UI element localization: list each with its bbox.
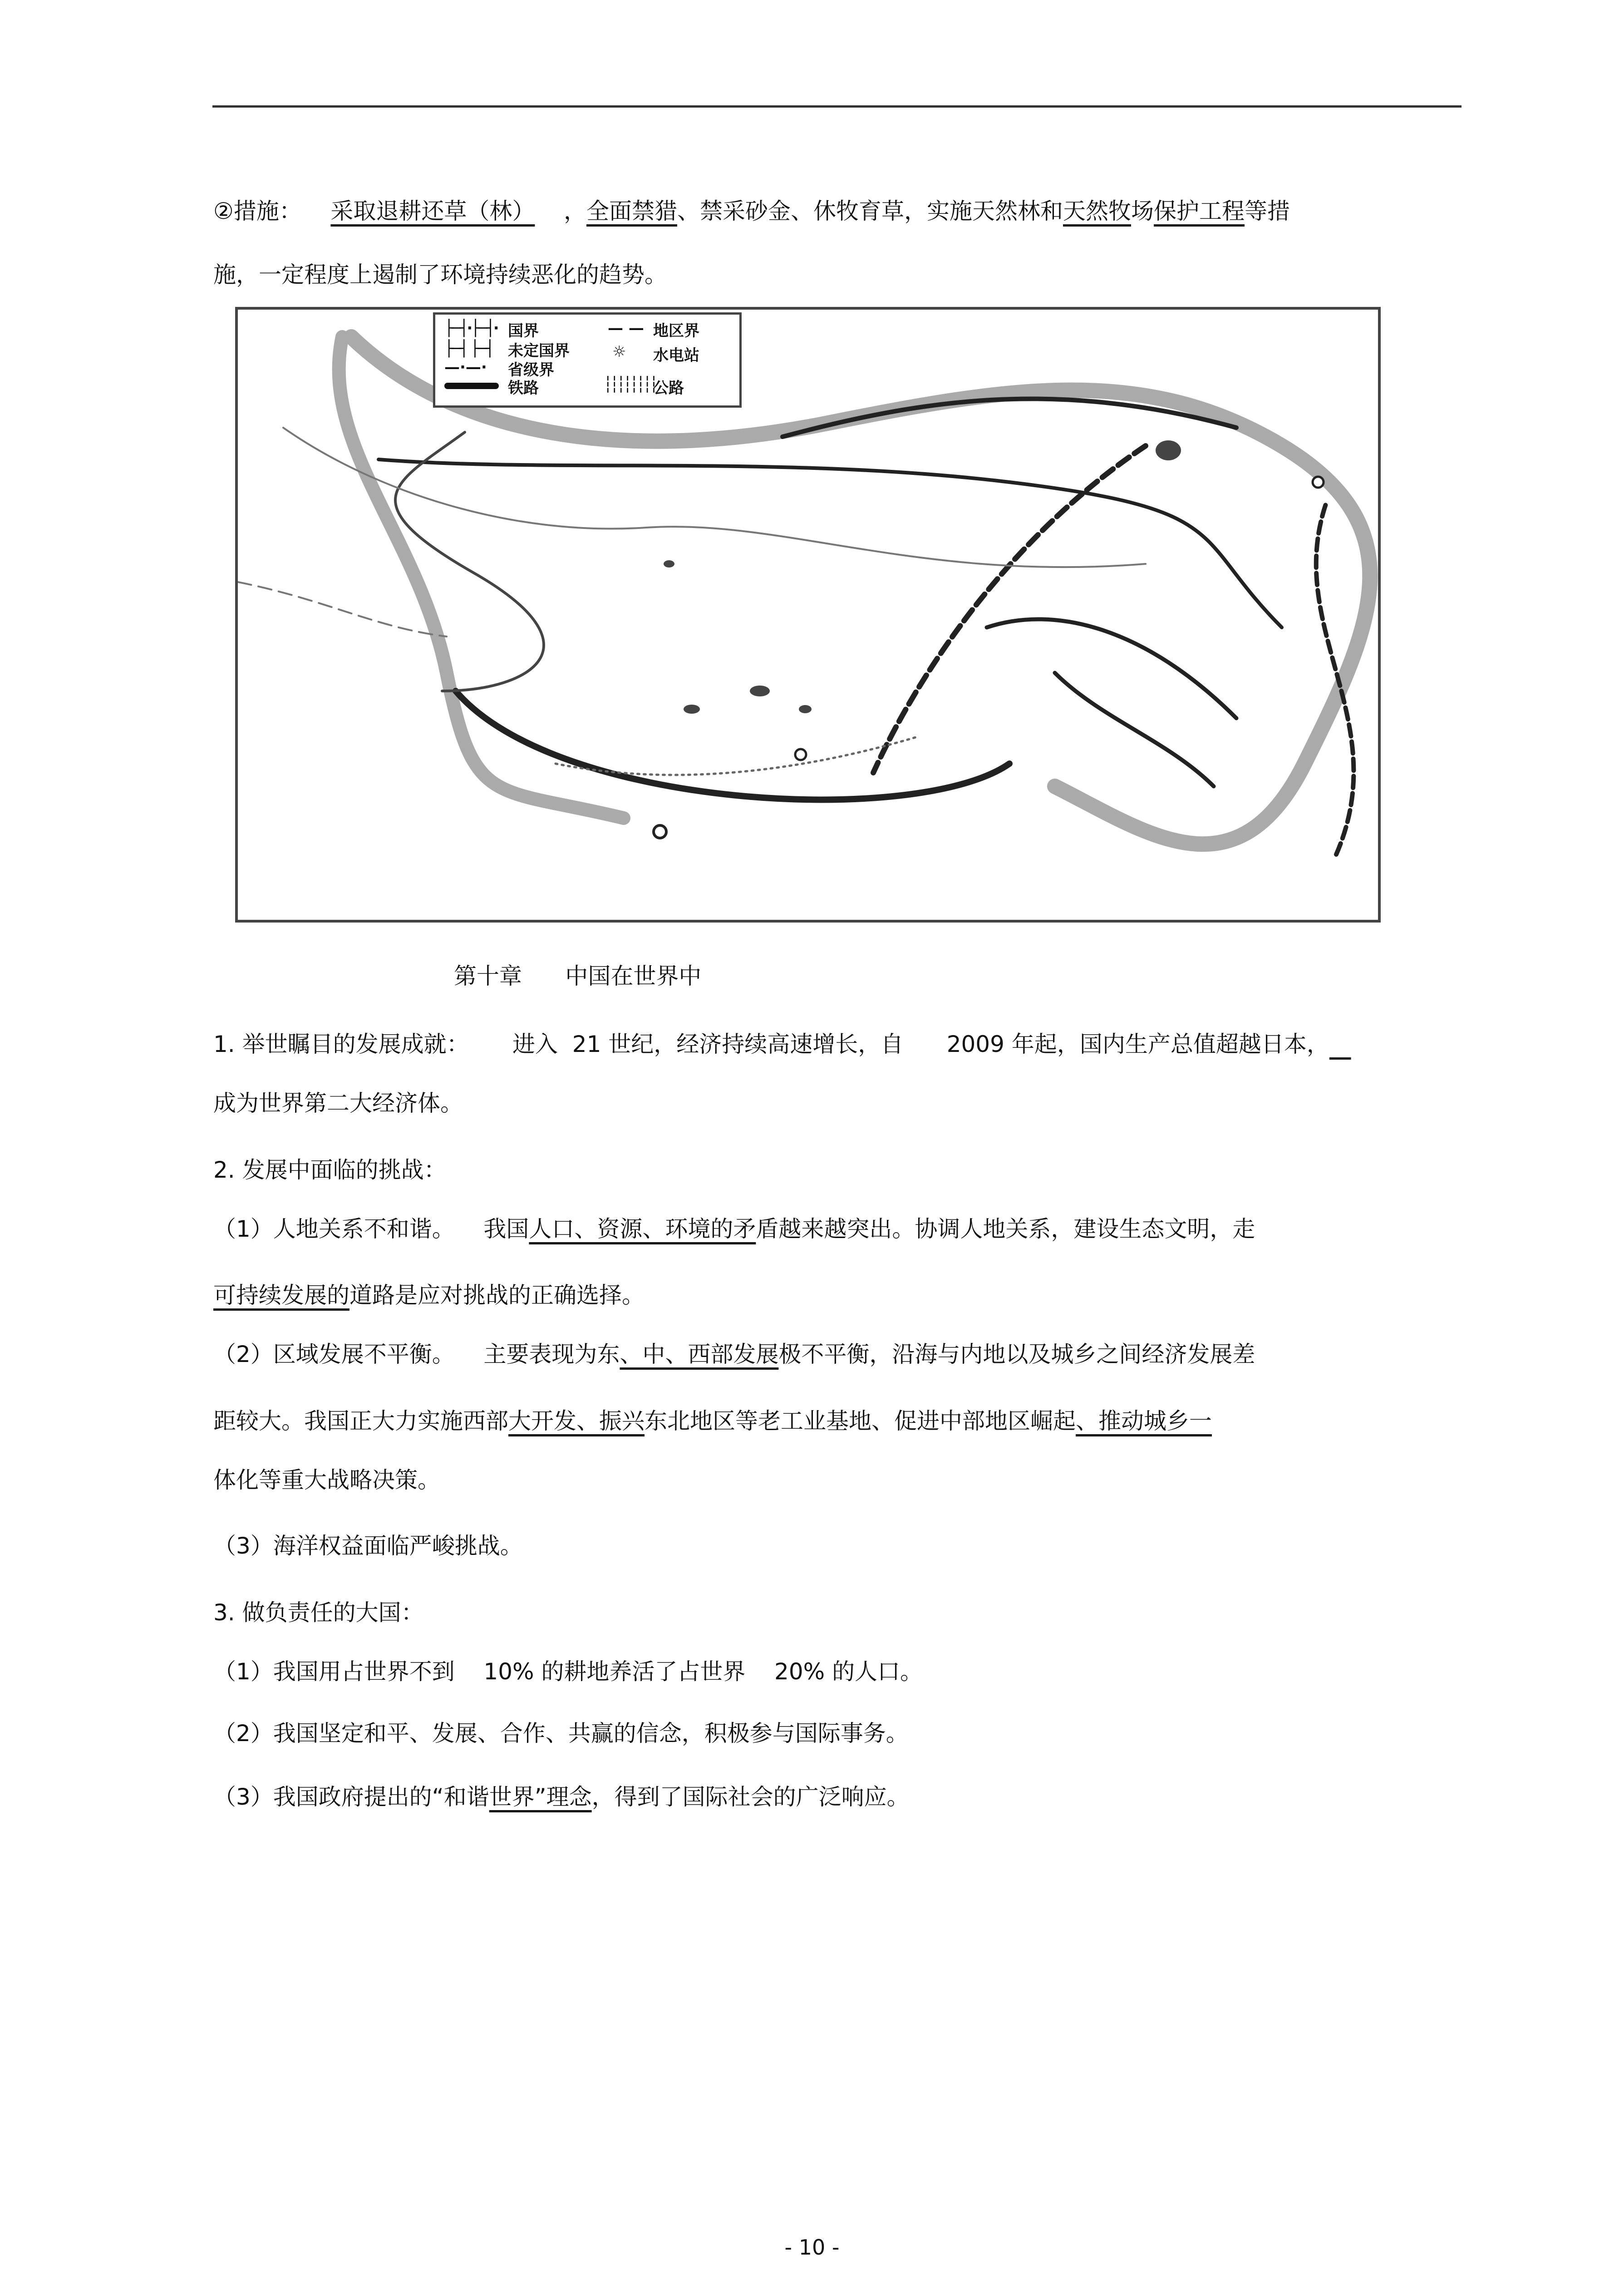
- text: 极不平衡，沿海与内地以及城乡之间经济发展差: [778, 1341, 1255, 1367]
- plateau-outline: [395, 432, 544, 691]
- text: （1）人地关系不和谐。: [213, 1216, 455, 1242]
- river: [283, 428, 1146, 567]
- railway-symbol: [444, 383, 499, 389]
- legend-label: 铁路: [508, 379, 539, 397]
- section-3-title: 3. 做负责任的大国：: [213, 1599, 424, 1626]
- measures-line-1: [213, 197, 1290, 225]
- undetermined-border-symbol: ├─┤ ├─┤: [444, 340, 493, 358]
- chapter-number: 第十章: [454, 963, 522, 989]
- answer-blank: 人口、资源、环境的矛: [529, 1216, 756, 1242]
- text: （3）我国政府提出的“和谐: [213, 1784, 489, 1810]
- section-3-p2: （2）我国坚定和平、发展、合作、共赢的信念，积极参与国际事务。: [213, 1720, 909, 1747]
- text: 距较大。我国正大力实施西部: [213, 1408, 508, 1434]
- mountain-range: [1055, 673, 1214, 786]
- text: 10%: [483, 1658, 534, 1685]
- chapter-heading: [454, 962, 701, 990]
- text: 20%: [774, 1658, 825, 1685]
- text: 主要表现为东: [483, 1341, 620, 1367]
- region-boundary-band: [351, 337, 1370, 844]
- legend-label: 地区界: [653, 322, 699, 340]
- national-border-symbol: ├─┤·├─┤·: [444, 319, 497, 337]
- city-marker: [1313, 477, 1324, 488]
- answer-blank: 保护工程: [1153, 198, 1245, 224]
- regional-border-symbol: — —: [608, 319, 644, 337]
- text: ，: [563, 198, 586, 224]
- text: 21: [572, 1031, 601, 1057]
- answer-blank: 全面禁猎: [586, 198, 677, 224]
- text: 东北地区等老工业基地、促进中部地区崛起: [645, 1408, 1076, 1434]
- answer-blank: 采取退耕还草（林）: [330, 198, 535, 224]
- text: 、禁采砂金、休牧育草，实施天然林和: [677, 198, 1063, 224]
- section-1-line-2: 成为世界第二大经济体。: [213, 1090, 463, 1116]
- text: 世纪，经济持续高速增长，自: [608, 1031, 904, 1057]
- legend-label: 水电站: [653, 346, 699, 365]
- section-2-p2-end: 体化等重大战略决策。: [213, 1467, 440, 1493]
- map-legend: [433, 312, 742, 408]
- measures-label: ②措施：: [213, 198, 302, 224]
- answer-blank: [1329, 1031, 1351, 1057]
- mountain-range: [987, 619, 1236, 718]
- section-2-p1-cont: [213, 1282, 645, 1309]
- text: （2）区域发展不平衡。: [213, 1341, 455, 1367]
- answer-blank: 、推动城乡一: [1076, 1408, 1212, 1434]
- provincial-border-symbol: —·—·: [444, 358, 487, 376]
- text: 年起，国内生产总值超越日本，: [1011, 1031, 1329, 1057]
- section-3-p1: [213, 1658, 923, 1685]
- text: 的人口。: [832, 1658, 923, 1685]
- section-2-p1: [213, 1215, 1255, 1243]
- text: ，得到了国际社会的广泛响应。: [591, 1784, 910, 1810]
- map-drawing: [238, 310, 1378, 920]
- page-number: - 10 -: [784, 2235, 840, 2260]
- text: 1. 举世瞩目的发展成就：: [213, 1031, 469, 1057]
- section-1-line: [213, 1031, 1351, 1058]
- text: 的耕地养活了占世界: [541, 1658, 746, 1685]
- section-2-p3: （3）海洋权益面临严峻挑战。: [213, 1533, 523, 1559]
- text: （1）我国用占世界不到: [213, 1658, 455, 1685]
- legend-label: 公路: [653, 379, 684, 397]
- highway: [556, 736, 919, 775]
- text: 我国: [483, 1216, 529, 1242]
- text: 盾越来越突出。协调人地关系，建设生态文明，走: [756, 1216, 1255, 1242]
- railway-line: [456, 691, 1009, 799]
- section-2-title: 2. 发展中面临的挑战：: [213, 1157, 447, 1183]
- answer-blank: 可持续发展的: [213, 1282, 349, 1308]
- text: 场: [1131, 198, 1154, 224]
- section-3-p3: [213, 1783, 910, 1811]
- legend-label: 省级界: [508, 361, 554, 379]
- section-2-p2-cont: [213, 1407, 1212, 1435]
- hydropower-station-icon: ☼: [612, 343, 626, 361]
- highway-symbol: ┆┆┆┆┆┆┆┆: [603, 375, 656, 394]
- text: 道路是应对挑战的正确选择。: [349, 1282, 645, 1308]
- answer-blank: 、中、西部发展: [620, 1341, 779, 1367]
- text: 2009: [946, 1031, 1004, 1057]
- answer-blank: 世界”理念: [489, 1784, 592, 1810]
- qinghai-tibet-map: [235, 307, 1381, 923]
- city-marker: [795, 749, 806, 760]
- legend-label: 国界: [508, 322, 539, 340]
- lakes: [664, 440, 1181, 714]
- chapter-title: 中国在世界中: [565, 963, 702, 989]
- measures-line-2: 施，一定程度上遏制了环境持续恶化的趋势。: [213, 262, 667, 288]
- header-rule: [212, 105, 1462, 108]
- answer-blank: 天然牧: [1063, 198, 1131, 224]
- text: 等措: [1244, 198, 1290, 224]
- answer-blank: 大开发、振兴: [508, 1408, 645, 1434]
- text: 进入: [512, 1031, 558, 1057]
- legend-label: 未定国界: [508, 342, 570, 360]
- city-marker: [654, 825, 666, 838]
- section-2-p2: [213, 1341, 1255, 1368]
